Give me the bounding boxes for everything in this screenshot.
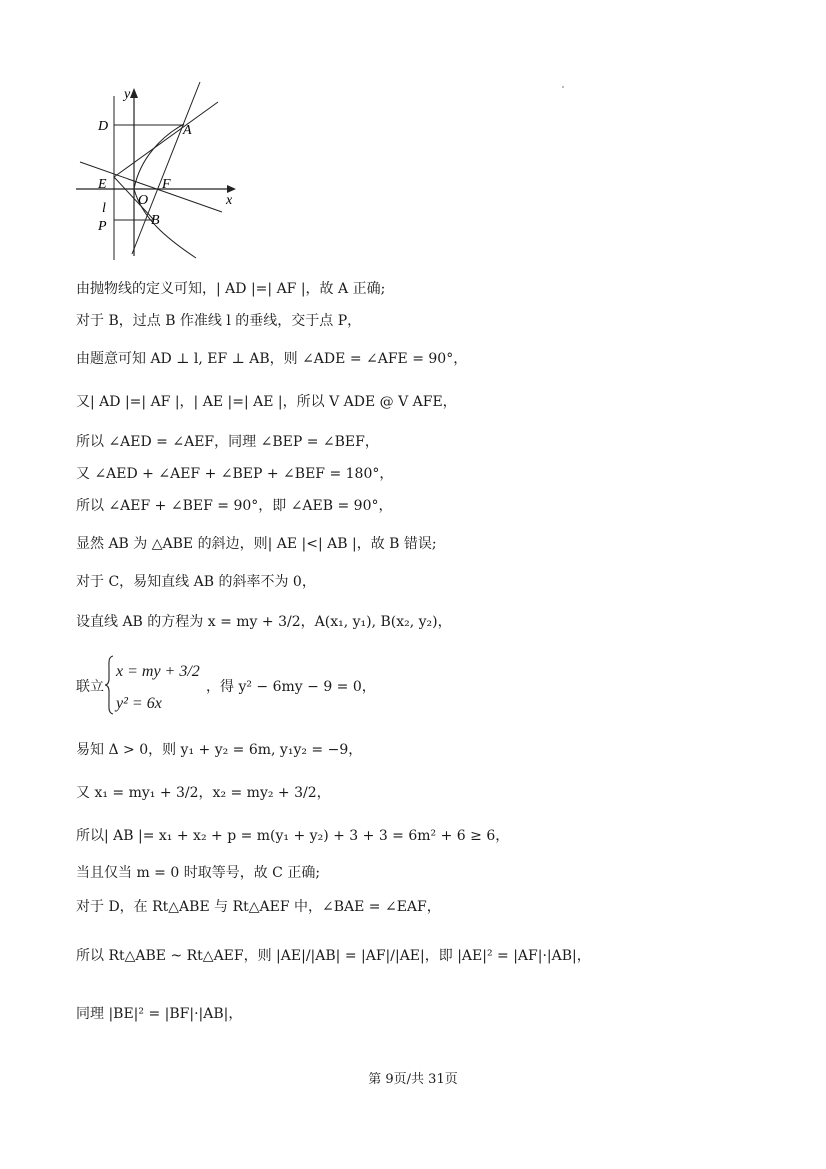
text-line: 对于 B，过点 B 作准线 l 的垂线，交于点 P， (76, 313, 362, 329)
parabola-figure (70, 78, 245, 263)
text-line: 又 ∠AED + ∠AEF + ∠BEP + ∠BEF = 180°， (76, 466, 394, 482)
equation-system (76, 655, 416, 717)
system-label: 联立 (76, 679, 104, 695)
text-line: 又 x₁ = my₁ + 3/2，x₂ = my₂ + 3/2， (76, 785, 331, 801)
text-line: 对于 D，在 Rt△ABE 与 Rt△AEF 中，∠BAE = ∠EAF， (76, 899, 441, 915)
label-P: P (98, 219, 107, 234)
text-line: 显然 AB 为 △ABE 的斜边，则| AE |<| AB |，故 B 错误; (76, 536, 437, 552)
text-line: 对于 C，易知直线 AB 的斜率不为 0， (76, 574, 316, 590)
text-line: 所以 ∠AED = ∠AEF，同理 ∠BEP = ∠BEF， (76, 434, 379, 450)
text-line: 同理 |BE|² = |BF|·|AB|， (76, 1006, 243, 1022)
text-line: 由抛物线的定义可知，| AD |=| AF |，故 A 正确; (76, 281, 386, 297)
label-y: y (124, 87, 131, 102)
text-line: 又| AD |=| AF |，| AE |=| AE |，所以 V ADE @ V AFE， (76, 394, 457, 410)
label-O: O (138, 193, 149, 208)
text-line: 所以 Rt△ABE ~ Rt△AEF，则 |AE|/|AB| = |AF|/|AE|，即 |AE|² = |AF|·|AB|， (76, 948, 591, 964)
text-line: 设直线 AB 的方程为 x = my + 3/2，A(x₁, y₁), B(x₂, y₂)， (76, 614, 452, 630)
text-line: 由题意可知 AD ⊥ l, EF ⊥ AB，则 ∠ADE = ∠AFE = 90°， (76, 351, 468, 367)
line-EA (114, 102, 218, 177)
label-B: B (151, 213, 160, 228)
label-l: l (102, 201, 106, 216)
text-line: 所以 ∠AEF + ∠BEF = 90°，即 ∠AEB = 90°， (76, 498, 393, 514)
label-x: x (226, 193, 233, 208)
label-F: F (162, 177, 171, 192)
label-E: E (98, 177, 107, 192)
page-footer: 第 9页/共 31页 (368, 1072, 458, 1087)
text-line: 所以| AB |= x₁ + x₂ + p = m(y₁ + y₂) + 3 + 3 = 6m² + 6 ≥ 6， (76, 828, 510, 844)
left-brace (104, 655, 114, 715)
x-axis-arrow (227, 185, 236, 193)
system-result: ，得 y² − 6my − 9 = 0， (206, 679, 376, 695)
speck (562, 86, 564, 88)
system-row-1: x = my + 3/2 (116, 663, 200, 680)
label-D: D (98, 119, 109, 134)
y-axis-arrow (130, 88, 138, 98)
chord-AB (132, 82, 200, 254)
text-line: 当且仅当 m = 0 时取等号，故 C 正确; (76, 865, 321, 881)
text-line: 易知 Δ > 0，则 y₁ + y₂ = 6m, y₁y₂ = −9， (76, 742, 363, 758)
system-row-2: y² = 6x (116, 695, 162, 712)
label-A: A (183, 123, 192, 138)
